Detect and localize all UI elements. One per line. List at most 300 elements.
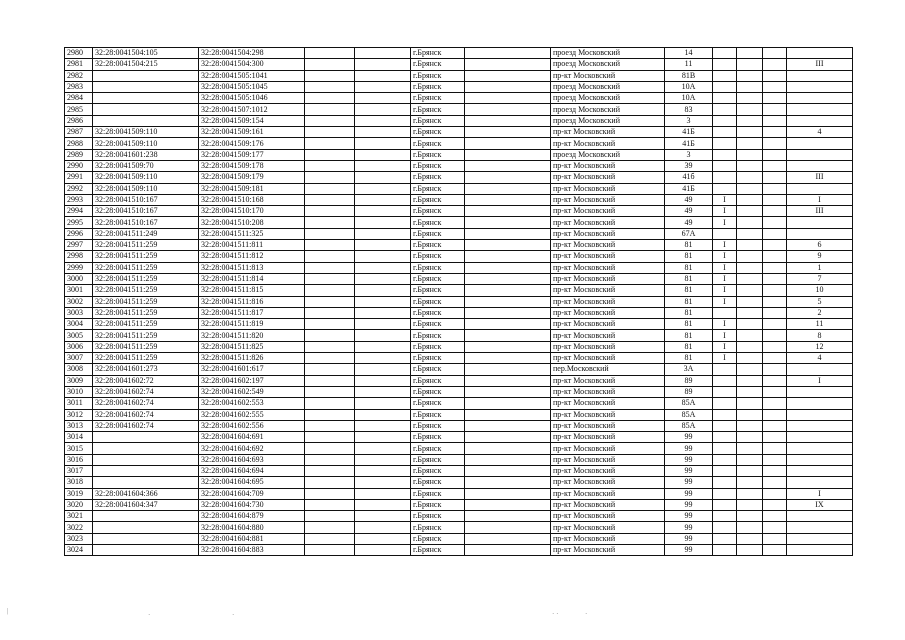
table-cell: г.Брянск bbox=[411, 194, 465, 205]
table-cell bbox=[305, 454, 355, 465]
table-cell: 2988 bbox=[65, 138, 93, 149]
table-cell: 3024 bbox=[65, 545, 93, 556]
table-cell bbox=[763, 499, 787, 510]
table-cell: 32:28:0041509:110 bbox=[93, 183, 199, 194]
table-cell: 2987 bbox=[65, 127, 93, 138]
table-cell bbox=[93, 81, 199, 92]
table-cell bbox=[737, 262, 763, 273]
table-cell bbox=[737, 488, 763, 499]
table-cell bbox=[465, 104, 551, 115]
table-cell: 32:28:0041511:820 bbox=[199, 330, 305, 341]
table-cell bbox=[93, 104, 199, 115]
table-cell: 32:28:0041511:812 bbox=[199, 251, 305, 262]
table-cell bbox=[465, 341, 551, 352]
table-cell: 32:28:0041601:273 bbox=[93, 364, 199, 375]
table-cell: г.Брянск bbox=[411, 240, 465, 251]
table-cell bbox=[93, 533, 199, 544]
table-cell bbox=[737, 240, 763, 251]
table-cell: г.Брянск bbox=[411, 420, 465, 431]
table-row bbox=[65, 533, 853, 544]
table-cell bbox=[355, 172, 411, 183]
table-cell bbox=[93, 443, 199, 454]
table-cell: 3 bbox=[665, 115, 713, 126]
table-cell bbox=[737, 522, 763, 533]
table-cell bbox=[713, 183, 737, 194]
table-cell bbox=[355, 522, 411, 533]
table-cell bbox=[305, 240, 355, 251]
table-cell: 41Б bbox=[665, 138, 713, 149]
table-row bbox=[65, 465, 853, 476]
table-cell: г.Брянск bbox=[411, 443, 465, 454]
table-cell: пр-кт Московский bbox=[551, 160, 665, 171]
table-cell: 32:28:0041602:74 bbox=[93, 420, 199, 431]
table-cell: 32:28:0041511:259 bbox=[93, 307, 199, 318]
table-cell: 3003 bbox=[65, 307, 93, 318]
table-cell: 32:28:0041505:1041 bbox=[199, 70, 305, 81]
table-cell bbox=[355, 353, 411, 364]
table-row bbox=[65, 240, 853, 251]
table-cell bbox=[737, 499, 763, 510]
table-cell bbox=[763, 307, 787, 318]
table-row bbox=[65, 432, 853, 443]
table-cell bbox=[305, 262, 355, 273]
table-cell: 32:28:0041604:694 bbox=[199, 465, 305, 476]
table-cell bbox=[763, 488, 787, 499]
table-cell: 32:28:0041511:811 bbox=[199, 240, 305, 251]
table-cell bbox=[763, 353, 787, 364]
table-cell bbox=[787, 545, 853, 556]
table-cell: 32:28:0041504:105 bbox=[93, 48, 199, 59]
table-cell: 32:28:0041511:259 bbox=[93, 262, 199, 273]
table-cell: проезд Московский bbox=[551, 48, 665, 59]
table-cell bbox=[713, 375, 737, 386]
table-cell: I bbox=[713, 319, 737, 330]
table-cell: 32:28:0041509:179 bbox=[199, 172, 305, 183]
scan-mark: | bbox=[7, 607, 9, 615]
table-cell bbox=[787, 477, 853, 488]
table-cell bbox=[93, 115, 199, 126]
table-cell bbox=[737, 409, 763, 420]
table-cell: 32:28:0041604:880 bbox=[199, 522, 305, 533]
table-cell: пр-кт Московский bbox=[551, 522, 665, 533]
table-cell bbox=[305, 149, 355, 160]
table-cell: 3018 bbox=[65, 477, 93, 488]
table-cell: 32:28:0041602:74 bbox=[93, 409, 199, 420]
table-cell bbox=[763, 341, 787, 352]
table-cell bbox=[737, 375, 763, 386]
table-cell bbox=[355, 206, 411, 217]
table-cell: 81 bbox=[665, 240, 713, 251]
table-cell: 2993 bbox=[65, 194, 93, 205]
table-cell bbox=[465, 115, 551, 126]
table-cell bbox=[787, 138, 853, 149]
table-cell: 99 bbox=[665, 443, 713, 454]
table-cell: проезд Московский bbox=[551, 93, 665, 104]
table-cell: 5 bbox=[787, 296, 853, 307]
table-cell bbox=[737, 364, 763, 375]
table-cell bbox=[465, 262, 551, 273]
table-cell: пр-кт Московский bbox=[551, 420, 665, 431]
table-cell: 32:28:0041511:259 bbox=[93, 273, 199, 284]
table-row bbox=[65, 172, 853, 183]
table-cell bbox=[737, 138, 763, 149]
table-cell bbox=[305, 545, 355, 556]
table-cell: 11 bbox=[665, 59, 713, 70]
table-cell: г.Брянск bbox=[411, 477, 465, 488]
table-cell: 32:28:0041509:176 bbox=[199, 138, 305, 149]
table-cell bbox=[787, 454, 853, 465]
table-cell: I bbox=[713, 240, 737, 251]
table-cell bbox=[355, 70, 411, 81]
table-cell: 32:28:0041604:881 bbox=[199, 533, 305, 544]
table-cell bbox=[737, 149, 763, 160]
table-cell: 89 bbox=[665, 386, 713, 397]
table-cell bbox=[763, 115, 787, 126]
table-cell: 32:28:0041505:1046 bbox=[199, 93, 305, 104]
table-row bbox=[65, 454, 853, 465]
table-cell bbox=[787, 160, 853, 171]
table-cell bbox=[713, 138, 737, 149]
table-cell: 32:28:0041511:259 bbox=[93, 341, 199, 352]
table-cell: 3005 bbox=[65, 330, 93, 341]
table-cell: пр-кт Московский bbox=[551, 127, 665, 138]
table-cell bbox=[305, 319, 355, 330]
table-cell bbox=[713, 386, 737, 397]
table-cell: 32:28:0041509:177 bbox=[199, 149, 305, 160]
table-row bbox=[65, 273, 853, 284]
table-cell bbox=[305, 81, 355, 92]
table-cell: 2983 bbox=[65, 81, 93, 92]
table-cell bbox=[787, 465, 853, 476]
table-cell: I bbox=[713, 353, 737, 364]
table-cell bbox=[737, 454, 763, 465]
table-cell bbox=[305, 93, 355, 104]
table-cell bbox=[737, 172, 763, 183]
table-cell: 85А bbox=[665, 398, 713, 409]
table-cell bbox=[713, 149, 737, 160]
table-cell bbox=[763, 81, 787, 92]
table-cell: проезд Московский bbox=[551, 149, 665, 160]
table-row bbox=[65, 183, 853, 194]
table-cell: г.Брянск bbox=[411, 330, 465, 341]
table-cell: 49 bbox=[665, 217, 713, 228]
table-cell: 32:28:0041511:814 bbox=[199, 273, 305, 284]
table-cell: 32:28:0041604:883 bbox=[199, 545, 305, 556]
table-row bbox=[65, 488, 853, 499]
table-cell bbox=[763, 432, 787, 443]
table-cell: 32:28:0041507:1012 bbox=[199, 104, 305, 115]
table-cell: 1 bbox=[787, 262, 853, 273]
table-cell bbox=[305, 206, 355, 217]
table-cell bbox=[713, 465, 737, 476]
table-cell bbox=[763, 533, 787, 544]
table-cell bbox=[713, 511, 737, 522]
table-cell bbox=[355, 409, 411, 420]
table-cell: 32:28:0041604:347 bbox=[93, 499, 199, 510]
scan-dot: · · bbox=[552, 610, 559, 618]
table-cell bbox=[787, 386, 853, 397]
table-cell bbox=[713, 127, 737, 138]
table-cell: 32:28:0041504:298 bbox=[199, 48, 305, 59]
table-row bbox=[65, 160, 853, 171]
table-cell bbox=[465, 488, 551, 499]
table-cell: пр-кт Московский bbox=[551, 341, 665, 352]
table-cell bbox=[713, 454, 737, 465]
table-cell: 12 bbox=[787, 341, 853, 352]
table-cell bbox=[305, 296, 355, 307]
table-cell bbox=[465, 386, 551, 397]
table-cell: пр-кт Московский bbox=[551, 465, 665, 476]
table-row bbox=[65, 81, 853, 92]
table-cell: III bbox=[787, 59, 853, 70]
table-cell: 3004 bbox=[65, 319, 93, 330]
table-cell: 39 bbox=[665, 160, 713, 171]
table-cell bbox=[465, 499, 551, 510]
table-cell bbox=[355, 375, 411, 386]
table-cell bbox=[787, 93, 853, 104]
table-cell: 99 bbox=[665, 432, 713, 443]
table-cell: 32:28:0041510:167 bbox=[93, 217, 199, 228]
table-cell bbox=[763, 477, 787, 488]
table-cell bbox=[737, 70, 763, 81]
table-cell bbox=[465, 375, 551, 386]
table-cell: 3008 bbox=[65, 364, 93, 375]
table-cell bbox=[355, 341, 411, 352]
table-cell bbox=[305, 217, 355, 228]
table-cell: 32:28:0041602:556 bbox=[199, 420, 305, 431]
table-cell bbox=[737, 353, 763, 364]
table-cell bbox=[355, 330, 411, 341]
table-row bbox=[65, 251, 853, 262]
table-cell: 32:28:0041510:168 bbox=[199, 194, 305, 205]
table-cell: 99 bbox=[665, 488, 713, 499]
table-cell bbox=[305, 138, 355, 149]
table-cell: 32:28:0041511:325 bbox=[199, 228, 305, 239]
table-cell: 32:28:0041509:110 bbox=[93, 138, 199, 149]
table-row bbox=[65, 228, 853, 239]
table-cell bbox=[355, 386, 411, 397]
table-cell bbox=[305, 375, 355, 386]
table-cell bbox=[305, 533, 355, 544]
property-register-table bbox=[64, 47, 853, 556]
table-cell: пр-кт Московский bbox=[551, 499, 665, 510]
table-cell: г.Брянск bbox=[411, 273, 465, 284]
table-cell bbox=[713, 432, 737, 443]
table-cell: г.Брянск bbox=[411, 160, 465, 171]
table-cell: 99 bbox=[665, 533, 713, 544]
table-cell: пр-кт Московский bbox=[551, 273, 665, 284]
table-cell bbox=[713, 477, 737, 488]
table-cell: 32:28:0041604:709 bbox=[199, 488, 305, 499]
table-cell bbox=[305, 432, 355, 443]
table-cell bbox=[763, 104, 787, 115]
table-cell: г.Брянск bbox=[411, 386, 465, 397]
table-cell bbox=[737, 59, 763, 70]
table-cell bbox=[737, 420, 763, 431]
table-body bbox=[65, 48, 853, 556]
table-cell bbox=[305, 341, 355, 352]
table-cell: пр-кт Московский bbox=[551, 172, 665, 183]
table-cell bbox=[465, 398, 551, 409]
table-row bbox=[65, 364, 853, 375]
table-cell: 32:28:0041602:74 bbox=[93, 398, 199, 409]
table-cell: 81 bbox=[665, 341, 713, 352]
table-cell: 3013 bbox=[65, 420, 93, 431]
table-cell: 32:28:0041511:259 bbox=[93, 240, 199, 251]
table-cell: 3А bbox=[665, 364, 713, 375]
table-cell: 3019 bbox=[65, 488, 93, 499]
table-cell bbox=[355, 488, 411, 499]
table-cell: г.Брянск bbox=[411, 228, 465, 239]
table-cell: пер.Московский bbox=[551, 364, 665, 375]
table-cell bbox=[355, 262, 411, 273]
table-cell bbox=[763, 522, 787, 533]
table-cell bbox=[763, 172, 787, 183]
table-cell: 2980 bbox=[65, 48, 93, 59]
table-cell: I bbox=[713, 262, 737, 273]
table-cell: 9 bbox=[787, 251, 853, 262]
table-cell bbox=[737, 477, 763, 488]
table-cell: 32:28:0041602:549 bbox=[199, 386, 305, 397]
table-cell bbox=[355, 296, 411, 307]
table-cell bbox=[355, 251, 411, 262]
table-cell: 32:28:0041505:1045 bbox=[199, 81, 305, 92]
table-cell: проезд Московский bbox=[551, 115, 665, 126]
table-cell bbox=[465, 477, 551, 488]
table-cell bbox=[93, 465, 199, 476]
table-cell: 81В bbox=[665, 70, 713, 81]
table-cell bbox=[737, 217, 763, 228]
table-cell bbox=[355, 228, 411, 239]
table-row bbox=[65, 127, 853, 138]
table-cell bbox=[93, 522, 199, 533]
table-cell: г.Брянск bbox=[411, 364, 465, 375]
table-cell: 85А bbox=[665, 420, 713, 431]
table-cell bbox=[355, 160, 411, 171]
table-cell: г.Брянск bbox=[411, 172, 465, 183]
table-cell bbox=[305, 285, 355, 296]
table-cell bbox=[737, 104, 763, 115]
table-cell: 4 bbox=[787, 353, 853, 364]
table-cell bbox=[305, 465, 355, 476]
table-cell bbox=[763, 375, 787, 386]
table-cell: 3017 bbox=[65, 465, 93, 476]
table-cell: 8 bbox=[787, 330, 853, 341]
table-cell bbox=[465, 364, 551, 375]
table-cell bbox=[465, 307, 551, 318]
table-cell: пр-кт Московский bbox=[551, 319, 665, 330]
table-cell bbox=[305, 59, 355, 70]
table-cell bbox=[713, 409, 737, 420]
table-cell: пр-кт Московский bbox=[551, 296, 665, 307]
table-cell: пр-кт Московский bbox=[551, 477, 665, 488]
table-cell: 6 bbox=[787, 240, 853, 251]
table-row bbox=[65, 409, 853, 420]
table-cell bbox=[305, 398, 355, 409]
table-cell: г.Брянск bbox=[411, 217, 465, 228]
table-cell bbox=[355, 93, 411, 104]
table-row bbox=[65, 511, 853, 522]
table-cell: г.Брянск bbox=[411, 353, 465, 364]
table-cell: 32:28:0041510:167 bbox=[93, 206, 199, 217]
table-cell bbox=[737, 296, 763, 307]
table-row bbox=[65, 341, 853, 352]
table-row bbox=[65, 499, 853, 510]
table-cell: 14 bbox=[665, 48, 713, 59]
table-cell: 32:28:0041511:819 bbox=[199, 319, 305, 330]
table-cell: III bbox=[787, 206, 853, 217]
table-cell bbox=[737, 194, 763, 205]
table-row bbox=[65, 375, 853, 386]
table-cell: г.Брянск bbox=[411, 251, 465, 262]
table-cell bbox=[763, 454, 787, 465]
table-cell: 32:28:0041504:215 bbox=[93, 59, 199, 70]
table-cell: г.Брянск bbox=[411, 499, 465, 510]
table-cell bbox=[737, 251, 763, 262]
table-cell bbox=[93, 454, 199, 465]
table-cell bbox=[465, 443, 551, 454]
table-cell: г.Брянск bbox=[411, 183, 465, 194]
table-cell: 2 bbox=[787, 307, 853, 318]
table-cell: 2999 bbox=[65, 262, 93, 273]
table-cell bbox=[763, 285, 787, 296]
table-cell bbox=[787, 522, 853, 533]
table-cell bbox=[465, 48, 551, 59]
table-cell bbox=[465, 545, 551, 556]
table-cell bbox=[737, 81, 763, 92]
table-cell: пр-кт Московский bbox=[551, 386, 665, 397]
table-cell: пр-кт Московский bbox=[551, 307, 665, 318]
table-cell bbox=[355, 149, 411, 160]
table-cell: г.Брянск bbox=[411, 409, 465, 420]
table-cell bbox=[737, 465, 763, 476]
table-cell bbox=[737, 160, 763, 171]
table-row bbox=[65, 420, 853, 431]
table-row bbox=[65, 217, 853, 228]
table-cell bbox=[305, 172, 355, 183]
table-cell bbox=[465, 160, 551, 171]
table-cell bbox=[305, 115, 355, 126]
table-cell bbox=[787, 70, 853, 81]
table-cell bbox=[763, 409, 787, 420]
table-cell: 32:28:0041509:110 bbox=[93, 172, 199, 183]
table-cell: 32:28:0041511:259 bbox=[93, 296, 199, 307]
table-cell bbox=[713, 93, 737, 104]
scan-dot: · bbox=[148, 611, 151, 619]
table-cell: пр-кт Московский bbox=[551, 488, 665, 499]
table-cell bbox=[93, 477, 199, 488]
table-cell bbox=[305, 104, 355, 115]
table-cell: пр-кт Московский bbox=[551, 353, 665, 364]
table-cell: 3022 bbox=[65, 522, 93, 533]
table-cell bbox=[305, 443, 355, 454]
table-row bbox=[65, 93, 853, 104]
table-cell bbox=[465, 149, 551, 160]
table-cell bbox=[787, 183, 853, 194]
table-cell: 2985 bbox=[65, 104, 93, 115]
table-cell bbox=[737, 386, 763, 397]
table-cell bbox=[787, 443, 853, 454]
table-cell bbox=[355, 398, 411, 409]
table-cell bbox=[305, 70, 355, 81]
table-row bbox=[65, 285, 853, 296]
table-cell bbox=[763, 398, 787, 409]
table-cell: 3016 bbox=[65, 454, 93, 465]
table-cell bbox=[737, 206, 763, 217]
table-cell: г.Брянск bbox=[411, 465, 465, 476]
table-cell: 3002 bbox=[65, 296, 93, 307]
table-cell bbox=[763, 206, 787, 217]
